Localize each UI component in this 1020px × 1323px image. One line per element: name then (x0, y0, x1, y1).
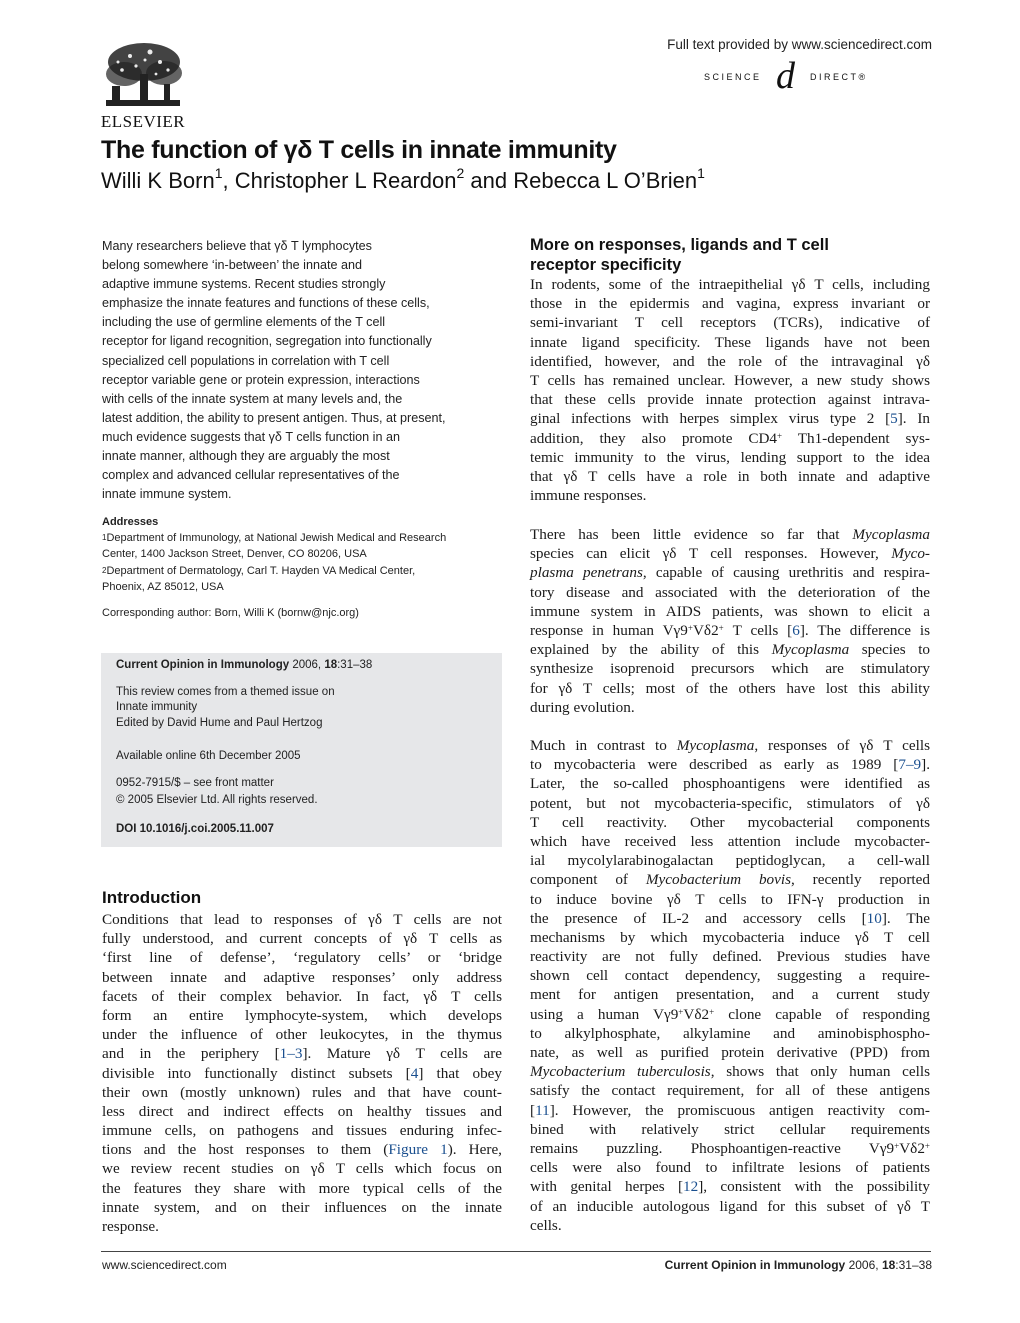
address-line: Phoenix, AZ 85012, USA (102, 580, 224, 593)
text-line: and in the periphery [1–3]. Mature γδ T cells are (102, 1045, 503, 1063)
text-line: Conditions that lead to responses of γδ T cells are not (102, 911, 502, 928)
text-line: Mycobacterium tuberculosis, shows that only human cells (530, 1063, 931, 1081)
text-line: form an entire lymphocyte-system, which develops (102, 1006, 502, 1024)
abstract-line: complex and advanced cellular representatives of the (102, 468, 400, 483)
abstract-line: innate manner, although they are arguably the most (102, 449, 390, 464)
text-line: using a human Vγ9+Vδ2+ clone capable of responding (530, 1005, 930, 1023)
text-line: potent, but not mycobacteria-specific, stimulators of γδ (530, 794, 930, 812)
text-line: with genital herpes [12], consistent with the possibility (530, 1178, 930, 1196)
text-line: explained by the ability of this Mycoplasma species to (530, 641, 931, 659)
text-line: In rodents, some of the intraepithelial γδ T cells, including (530, 276, 930, 293)
text-line: we review recent studies on γδ T cells which focus on (102, 1160, 502, 1178)
section-heading: More on responses, ligands and T cell receptor specificity (530, 236, 829, 274)
text-line: immune cells, on pathogens and tissues enduring infec- (102, 1122, 502, 1140)
text-line: synthesize isoprenoid precursors which are stimulatory (530, 660, 930, 678)
text-line: cells were also found to infiltrate lesions of patients (530, 1159, 930, 1177)
abstract-line: much evidence suggests that γδ T cells function in an (102, 429, 400, 444)
abstract-line: latest addition, the ability to present antigen. Thus, at present, (102, 410, 446, 425)
paragraph (530, 525, 930, 717)
text-line: that γδ T cells have a role in both innate and adaptive (530, 467, 930, 485)
text-line: immune responses. (530, 487, 647, 505)
text-line: species can elicit γδ T cell responses. However, Myco- (530, 545, 930, 563)
copyright-line: © 2005 Elsevier Ltd. All rights reserved. (116, 794, 318, 806)
article-title: The function of γδ T cells in innate immunity (101, 136, 617, 164)
text-line: response in human Vγ9+Vδ2+ T cells [6]. The difference is (530, 621, 930, 639)
text-line: semi-invariant T cell receptors (TCRs), indicative of (530, 314, 930, 332)
sciencedirect-logo: SCIENCE d DIRECT® (704, 55, 868, 97)
text-line: ial mycolylarabinogalactan peptidoglycan, a cell-wall (530, 852, 930, 870)
text-line: their own (mostly unknown) rules and that have count- (102, 1083, 502, 1101)
sciencedirect-d-icon: d (776, 55, 795, 97)
author-list: Willi K Born$^1$, Christopher L Reardon$^2$ and Rebecca L O’Brien$^1$ (101, 165, 705, 193)
abstract-line: emphasize the innate features and functions of these cells, (102, 296, 430, 311)
fulltext-provider[interactable]: Full text provided by www.sciencedirect.com (667, 37, 932, 52)
text-line: ginal infections with herpes simplex virus type 2 [5]. In (530, 410, 930, 428)
text-line: identified, however, and the role of the intravaginal γδ (530, 352, 930, 370)
abstract-line: specialized cell populations in correlation with T cell (102, 353, 390, 368)
text-line: the features they share with more typical cells of the (102, 1179, 502, 1197)
text-line: for γδ T cells; most of the others have lost this ability (530, 679, 930, 697)
text-line: bined with relatively strict cellular requirements (530, 1120, 930, 1138)
abstract-line: including the use of germline elements of the T cell (102, 315, 386, 330)
elsevier-logo (100, 40, 186, 130)
text-line: [11]. However, the promiscuous antigen reactivity com- (530, 1101, 930, 1119)
corresponding-author: Corresponding author: Born, Willi K (bornw@njc.org) (102, 607, 359, 619)
address-line: Center, 1400 Jackson Street, Denver, CO 80206, USA (102, 548, 367, 561)
text-line: of an inducible autologous ligand for this subset of γδ T (530, 1197, 930, 1215)
text-line: ment for antigen presentation, and a current study (530, 986, 930, 1004)
introduction-text (102, 910, 502, 1236)
text-line: nate, as well as purified protein derivative (PPD) from (530, 1044, 930, 1061)
citation-line: Current Opinion in Immunology 2006, 18:31–38 (116, 659, 373, 671)
abstract-line: adaptive immune systems. Recent studies strongly (102, 277, 386, 292)
available-online: Available online 6th December 2005 (116, 750, 301, 762)
text-line: between innate and adaptive responses’ only address (102, 968, 502, 986)
issn-line: 0952-7915/$ – see front matter (116, 777, 274, 789)
text-line: fully understood, and current concepts of γδ T cells as (102, 930, 502, 948)
author-affiliation: 1 (214, 165, 223, 181)
elsevier-tree-icon (100, 40, 186, 112)
abstract (102, 237, 502, 504)
publisher-name: ELSEVIER (100, 112, 186, 131)
author-affiliation: 2 (456, 165, 465, 181)
text-line: T cell reactivity. Other mycobacterial components (530, 813, 930, 831)
abstract-line: receptor variable gene or protein expression, interactions (102, 372, 420, 387)
abstract-line: Many researchers believe that γδ T lymphocytes (102, 239, 372, 253)
text-line: to induce bovine γδ T cells to IFN-γ production in (530, 890, 930, 908)
text-line: to mycobacteria were described as early as 1989 [7–9]. (530, 756, 930, 774)
text-line: remains puzzling. Phosphoantigen-reactive Vγ9+Vδ2+ (530, 1139, 930, 1157)
text-line: which have received less attention include mycobacter- (530, 832, 930, 850)
text-line: mechanisms by which mycobacteria induce γδ T cell (530, 928, 930, 946)
text-line: tions and the host responses to them (Figure 1). Here, (102, 1141, 502, 1159)
text-line: addition, they also promote CD4+ Th1-dependent sys- (530, 429, 930, 447)
addresses (102, 514, 512, 595)
info-box (101, 653, 502, 847)
footer-divider (101, 1251, 931, 1252)
text-line: those in the epidermis and vagina, express invariant or (530, 295, 930, 313)
paragraph (530, 736, 930, 1235)
text-line: innate system, and on their influences on the innate (102, 1198, 502, 1216)
text-line: innate ligand specificity. These ligands have not been (530, 333, 930, 351)
text-line: Later, the so-called phosphoantigens were identified as (530, 775, 930, 793)
footer-citation: Current Opinion in Immunology 2006, 18:31–38 (664, 1258, 932, 1272)
editors-line: Edited by David Hume and Paul Hertzog (116, 717, 323, 729)
author-name: Rebecca L O’Brien (513, 168, 698, 193)
introduction-heading: Introduction (102, 888, 202, 907)
abstract-line: belong somewhere ‘in-between’ the innate and (102, 258, 362, 273)
text-line: shown cell contact dependency, suggesting a require- (530, 967, 930, 985)
text-line: that these cells provide innate protection against intrava- (530, 391, 930, 409)
text-line: immune system in AIDS patients, was shown to elicit a (530, 602, 930, 620)
text-line: under the influence of other leukocytes, in the thymus (102, 1026, 502, 1044)
text-line: divisible into functionally distinct subsets [4] that obey (102, 1064, 503, 1082)
paragraph (530, 275, 930, 505)
text-line: tory disease and associated with the deterioration of the (530, 583, 930, 601)
address-line: $^1$Department of Immunology, at National Jewish Medical and Research (102, 532, 447, 545)
text-line: component of Mycobacterium bovis, recently reported (530, 871, 930, 889)
text-line: T cells has remained unclear. However, a new study shows (530, 371, 930, 389)
text-line: temic immunity to the virus, lending support to the idea (530, 448, 930, 466)
text-line: Much in contrast to Mycoplasma, responses of γδ T cells (530, 737, 931, 754)
abstract-line: receptor for ligand recognition, segregation into functionally (102, 334, 432, 349)
theme-line: This review comes from a themed issue on (116, 686, 335, 698)
text-line: satisfy the contact requirement, for all of these antigens (530, 1082, 930, 1100)
text-line: cells. (530, 1216, 562, 1234)
abstract-line: with cells of the innate system at many levels and, the (102, 391, 403, 406)
doi-link[interactable]: DOI 10.1016/j.coi.2005.11.007 (116, 823, 274, 835)
text-line: facets of their complex behavior. In fact, γδ T cells (102, 987, 502, 1005)
author-name: Christopher L Reardon (234, 168, 457, 193)
footer-website[interactable]: www.sciencedirect.com (102, 1258, 227, 1272)
text-line: reactivity are not fully defined. Previous studies have (530, 948, 930, 966)
text-line: to alkylphosphate, alkylamine and aminobisphospho- (530, 1024, 930, 1042)
text-line: ‘first line of defense’, ‘regulatory cells’ or ‘bridge (102, 949, 502, 967)
abstract-line: innate immune system. (102, 487, 232, 502)
theme-name: Innate immunity (116, 701, 198, 713)
text-line: less direct and indirect effects on healthy tissues and (102, 1102, 502, 1120)
text-line: plasma penetrans, capable of causing urethritis and respira- (530, 564, 930, 582)
address-line: $^2$Department of Dermatology, Carl T. Hayden VA Medical Center, (102, 564, 416, 577)
author-affiliation: 1 (697, 165, 705, 181)
text-line: There has been little evidence so far that Mycoplasma (530, 526, 930, 543)
addresses-heading: Addresses (102, 516, 159, 528)
author-name: Willi K Born (101, 168, 215, 193)
text-line: response. (102, 1218, 159, 1235)
text-line: the presence of IL-2 and accessory cells [10]. The (530, 909, 930, 927)
text-line: during evolution. (530, 698, 635, 716)
